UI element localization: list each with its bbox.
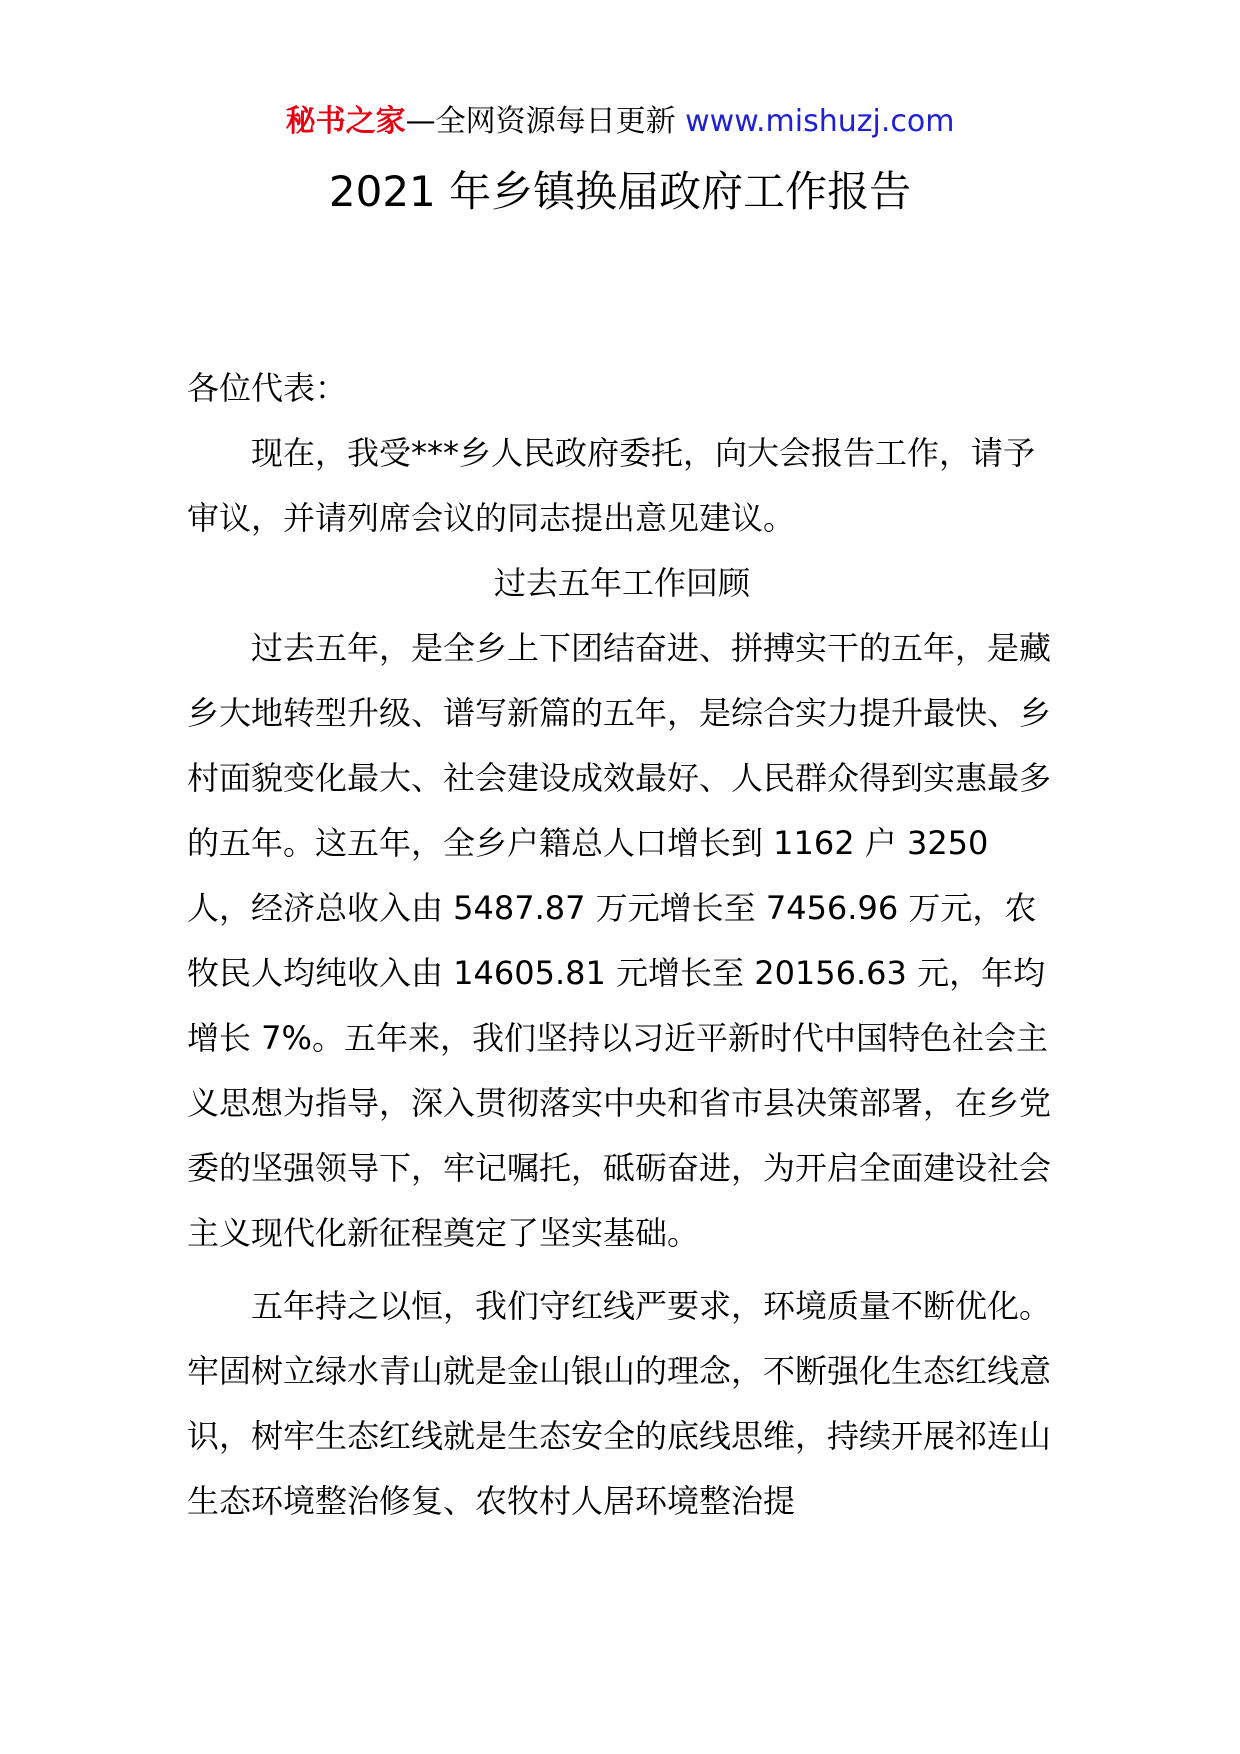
document-title: 2021 年乡镇换届政府工作报告 <box>328 167 912 216</box>
salutation: 各位代表： <box>187 369 348 407</box>
section-heading: 过去五年工作回顾 <box>493 564 750 602</box>
site-url[interactable]: www.mishuzj.com <box>685 104 955 139</box>
brand-name: 秘书之家 <box>285 104 406 139</box>
intro-paragraph: 现在，我受***乡人民政府委托，向大会报告工作，请予审议，并请列席会议的同志提出意见建议。 <box>187 434 1036 537</box>
environment-paragraph: 五年持之以恒，我们守红线严要求，环境质量不断优化。牢固树立绿水青山就是金山银山的理念，不断强化生态红线意识，树牢生态红线就是生态安全的底线思维，持续开展祁连山生态环境整治修复、农牧村人居环境整治提 <box>187 1287 1052 1520</box>
site-header <box>0 100 1240 144</box>
review-paragraph: 过去五年，是全乡上下团结奋进、拼搏实干的五年，是藏乡大地转型升级、谱写新篇的五年，是综合实力提升最快、乡村面貌变化最大、社会建设成效最好、人民群众得到实惠最多的五年。这五年，全乡户籍总人口增长到 1162 户 3250 人，经济总收入由 5487.87 万元增长至 7456.96 万元，农牧民人均纯收入由 14605.81 元增长至 20156.63 元，年均增长 7%。五年来，我们坚持以习近平新时代中国特色社会主义思想为指导，深入贯彻落实中央和省市县决策部署，在乡党委的坚强领导下，牢记嘱托，砥砺奋进，为开启全面建设社会主义现代化新征程奠定了坚实基础。 <box>187 629 1052 1252</box>
site-slogan: —全网资源每日更新 <box>405 104 686 139</box>
document-body <box>187 356 1057 1534</box>
